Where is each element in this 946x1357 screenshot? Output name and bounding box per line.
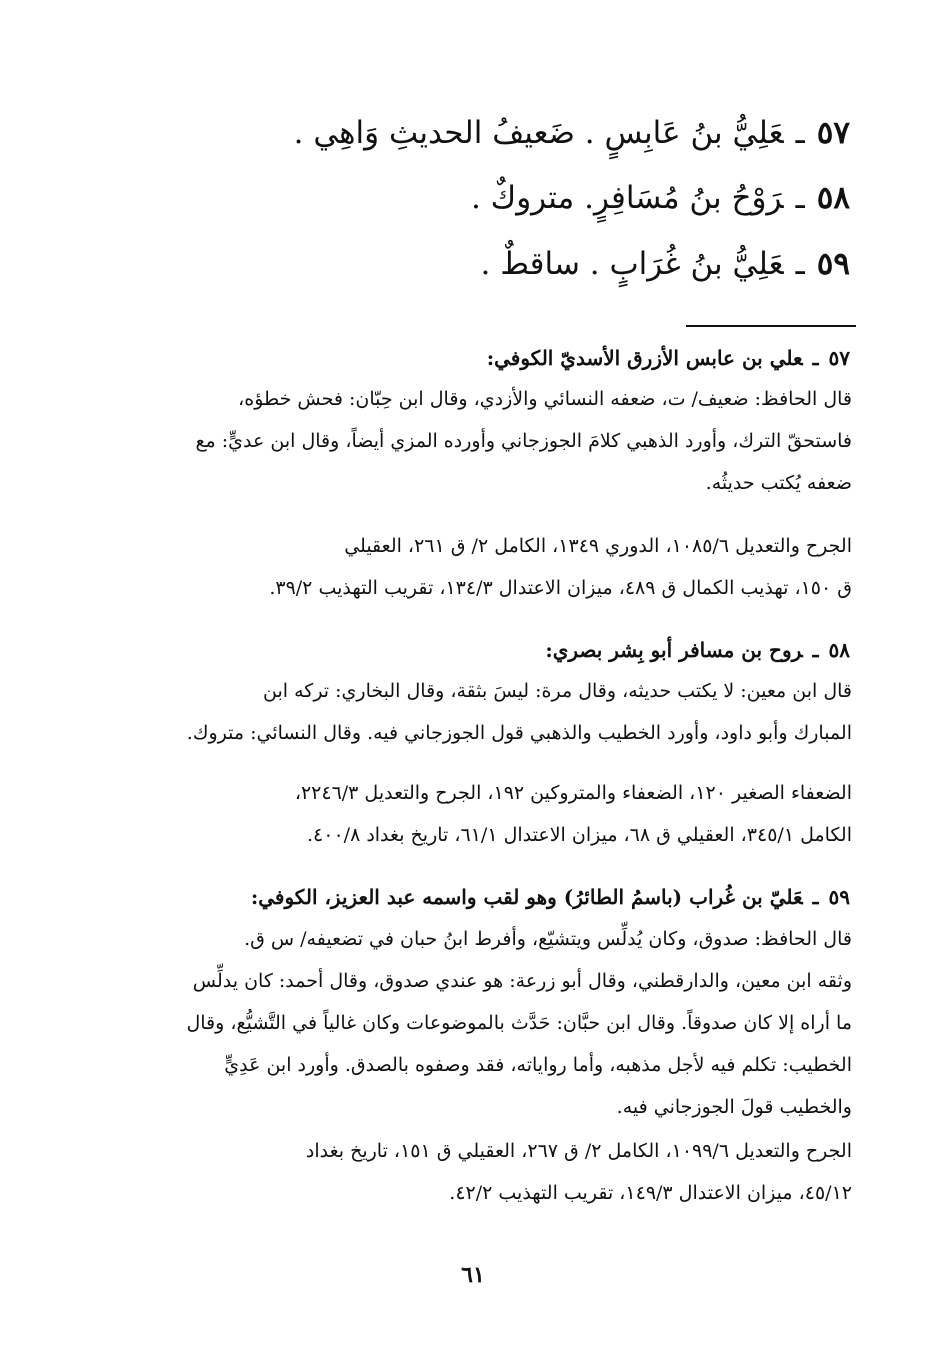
text-line: ٤٥/١٢، ميزان الاعتدال ١٤٩/٣، تقريب التهذيب ٤٢/٢. [449,1182,852,1204]
text-line: الكامل ٣٤٥/١، العقيلي ق ٦٨، ميزان الاعتدال ٦١/١، تاريخ بغداد ٤٠٠/٨. [307,824,852,846]
entry-dash: ـ [795,115,805,151]
entry-text: عَلِيُّ بنُ غُرَابٍ . ساقطٌ . [480,246,784,282]
entry-text: رَوْحُ بنُ مُسَافِرٍ. متروكٌ . [470,180,784,216]
text-line: الخطيب: تكلم فيه لأجل مذهبه، وأما رواياته، فقد وصفوه بالصدق. وأورد ابن عَدِيٍّ [224,1054,852,1076]
footnote-dash: ـ [812,885,819,909]
text-line: الجرح والتعديل ١٠٩٩/٦، الكامل ٢/ ق ٢٦٧، العقيلي ق ١٥١، تاريخ بغداد [305,1140,852,1162]
footnote-heading-text: روح بن مسافر أبو بِشر بصري: [545,638,803,662]
footnote-refs-58 [152,772,852,856]
footnote-heading-58 [545,635,850,665]
main-entry-57 [294,113,850,153]
text-line: المبارك وأبو داود، وأورد الخطيب والذهبي قول الجوزجاني فيه. وقال النسائي: متروك. [186,722,852,744]
footnote-number: ٥٩ [828,885,850,909]
text-line: قال الحافظ: ضعيف/ ت، ضعفه النسائي والأزدي، وقال ابن حِبّان: فحش خطؤه، [238,388,852,410]
text-line: قال ابن معين: لا يكتب حديثه، وقال مرة: ليسَ بثقة، وقال البخاري: تركه ابن [263,680,852,702]
footnote-dash: ـ [812,638,819,662]
footnote-heading-59 [251,882,850,912]
footnote-refs-57 [152,525,852,609]
footnote-number: ٥٨ [828,638,850,662]
footnote-body-57 [152,378,852,504]
entry-dash: ـ [795,246,805,282]
text-line: والخطيب قولَ الجوزجاني فيه. [616,1096,852,1118]
entry-number: ٥٨ [816,180,850,216]
footnote-dash: ـ [812,346,819,370]
text-line: قال الحافظ: صدوق، وكان يُدلِّس ويتشيّع، وأفرط ابنُ حبان في تضعيفه/ س ق. [244,928,852,950]
footnote-heading-text: علي بن عابس الأزرق الأسديّ الكوفي: [486,346,803,370]
entry-text: عَلِيُّ بنُ عَابِسٍ . ضَعيفُ الحديثِ وَاهِي . [293,115,784,151]
footnote-refs-59 [152,1130,852,1214]
footnote-divider [686,325,856,327]
text-line: ما أراه إلا كان صدوقاً. وقال ابن حبَّان: حَدَّث بالموضوعات وكان غالياً في التَّشيُّع، وقال [186,1012,852,1034]
entry-number: ٥٧ [816,115,850,151]
entry-number: ٥٩ [816,246,850,282]
main-entry-59 [481,244,850,284]
page-number: ٦١ [461,1262,485,1288]
text-line: الجرح والتعديل ١٠٨٥/٦، الدوري ١٣٤٩، الكامل ٢/ ق ٢٦١، العقيلي [344,535,852,557]
text-line: فاستحقّ الترك، وأورد الذهبي كلامَ الجوزجاني وأورده المزي أيضاً، وقال ابن عديٍّ: مع [195,430,852,452]
text-line: ق ١٥٠، تهذيب الكمال ق ٤٨٩، ميزان الاعتدال ١٣٤/٣، تقريب التهذيب ٣٩/٢. [269,577,852,599]
footnote-body-59 [152,918,852,1128]
text-line: ضعفه يُكتب حديثُه. [705,472,852,494]
footnote-heading-text: عَليّ بن غُراب (باسمُ الطائرُ) وهو لقب واسمه عبد العزيز، الكوفي: [250,885,803,909]
footnote-body-58 [152,670,852,754]
footnote-number: ٥٧ [828,346,850,370]
text-line: الضعفاء الصغير ١٢٠، الضعفاء والمتروكين ١٩٢، الجرح والتعديل ٢٢٤٦/٣، [294,782,852,804]
text-line: وثقه ابن معين، والدارقطني، وقال أبو زرعة: هو عندي صدوق، وقال أحمد: كان يدلِّس [192,970,852,992]
main-entry-58 [471,178,850,218]
footnote-heading-57 [487,343,850,373]
entry-dash: ـ [795,180,805,216]
